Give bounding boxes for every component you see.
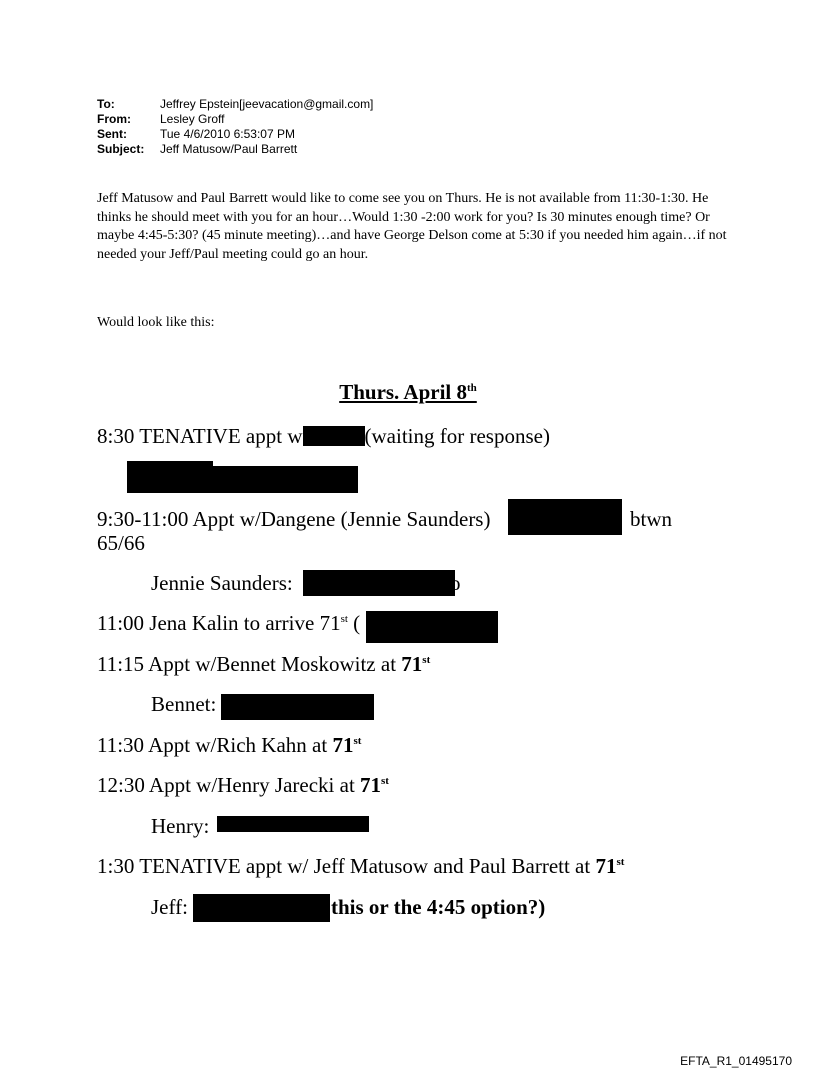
line-5-tail: (	[353, 611, 361, 635]
line-12-bold: this or the 4:45 option?)	[331, 895, 546, 919]
schedule-line-3	[97, 506, 490, 532]
redaction-block	[207, 466, 358, 493]
line-5-sup: st	[340, 613, 348, 625]
schedule-title-sup: th	[467, 382, 477, 394]
line-1-end: (waiting for response)	[364, 424, 550, 448]
line-6-sup: st	[422, 654, 431, 666]
subject-value: Jeff Matusow/Paul Barrett	[160, 142, 298, 156]
body-paragraph: Jeff Matusow and Paul Barrett would like to come see you on Thurs. He is not available from 11:30-1:30. He thinks he should meet with you for an hour…Would 1:30 -2:00 work for you? Is 30 minutes enough time? Or maybe 4:45-5:30? (45 minute meeting)…and have George Delson come at 5:30 if you needed him again…if not needed your Jeff/Paul meeting could go an hour.	[97, 191, 727, 262]
schedule-line-6	[97, 651, 430, 677]
line-8-bold: 71	[332, 733, 354, 757]
line-6-bold: 71	[401, 652, 423, 676]
schedule-title-text: Thurs. April 8	[339, 380, 467, 404]
to-label: To:	[97, 97, 115, 111]
line-3-start: 9:30-11:00 Appt w/Dangene (Jennie Saunders)	[97, 507, 491, 531]
schedule-line-12: Jeff:	[151, 895, 188, 919]
footer-id: EFTA_R1_01495170	[680, 1054, 792, 1068]
schedule-line-8	[97, 732, 361, 758]
line-9-text: 12:30 Appt w/Henry Jarecki at	[97, 773, 361, 797]
line-4-tail: o	[450, 571, 461, 595]
email-header	[97, 97, 373, 157]
schedule-line-11	[97, 853, 624, 879]
sent-label: Sent:	[97, 127, 127, 141]
schedule-line-7: Bennet:	[151, 692, 217, 716]
subject-label: Subject:	[97, 142, 145, 156]
schedule-line-4: Jennie Saunders:	[151, 571, 293, 595]
redaction-block	[303, 426, 365, 446]
schedule-title	[0, 380, 816, 405]
redaction-block	[217, 816, 369, 832]
line-9-bold: 71	[360, 773, 382, 797]
from-value: Lesley Groff	[160, 112, 225, 126]
redaction-block	[366, 611, 498, 643]
redaction-block	[193, 894, 330, 922]
line-3-btwn: btwn	[630, 507, 672, 531]
redaction-block	[303, 570, 455, 596]
line-5-text: 11:00 Jena Kalin to arrive 71	[97, 611, 341, 635]
redaction-block	[221, 694, 374, 720]
schedule-line-10: Henry:	[151, 814, 210, 838]
schedule-line-5	[97, 610, 360, 636]
schedule-line-9	[97, 772, 389, 798]
line-11-text: 1:30 TENATIVE appt w/ Jeff Matusow and Paul Barrett at	[97, 854, 596, 878]
line-3-continued: 65/66	[97, 531, 145, 555]
line-1-start: 8:30 TENATIVE appt w	[97, 424, 303, 448]
redaction-block	[508, 499, 622, 535]
line-8-text: 11:30 Appt w/Rich Kahn at	[97, 733, 333, 757]
schedule-line-1	[97, 423, 550, 449]
line-11-bold: 71	[595, 854, 617, 878]
sent-value: Tue 4/6/2010 6:53:07 PM	[160, 127, 295, 141]
from-label: From:	[97, 112, 131, 126]
lead-text: Would look like this:	[97, 315, 215, 330]
line-6-text: 11:15 Appt w/Bennet Moskowitz at	[97, 652, 402, 676]
line-8-sup: st	[353, 735, 362, 747]
line-9-sup: st	[381, 775, 389, 787]
to-value: Jeffrey Epstein[jeevacation@gmail.com]	[160, 97, 374, 111]
line-11-sup: st	[616, 856, 625, 868]
redaction-block	[127, 461, 213, 493]
